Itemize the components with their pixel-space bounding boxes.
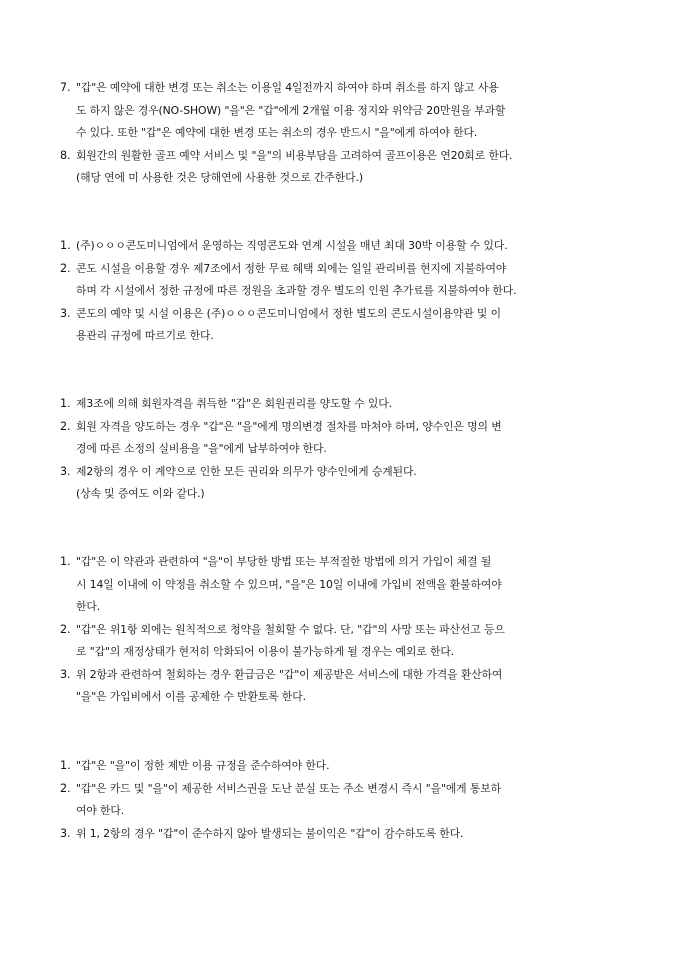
item-number: 1. (60, 239, 71, 252)
list-item (0, 778, 680, 823)
list-item (0, 823, 680, 846)
item-text-line: "갑"은 카드 및 "을"이 제공한 서비스권을 도난 분실 또는 주소 변경시 즉시 "을"에게 통보하 (76, 781, 501, 795)
item-text-line: 위 2항과 관련하여 철회하는 경우 환급금은 "갑"이 제공받은 서비스에 대한 가격을 환산하여 (76, 667, 503, 681)
section-transfer-terms (0, 393, 680, 506)
item-number: 7. (60, 81, 71, 94)
item-number: 2. (60, 622, 71, 636)
item-number: 1. (60, 759, 71, 772)
list-item (0, 619, 680, 664)
item-text-line: 제3조에 의해 회원자격을 취득한 "갑"은 회원권리를 양도할 수 있다. (76, 397, 392, 410)
list-item (0, 393, 680, 416)
list-item (0, 145, 680, 190)
item-number: 8. (60, 148, 71, 162)
list-item (0, 461, 680, 506)
item-text-line: 한다. (76, 600, 101, 613)
section-withdrawal-terms (0, 551, 680, 709)
item-number: 2. (60, 781, 71, 795)
item-text-line: "갑"은 위1항 외에는 원칙적으로 청약을 철회할 수 없다. 단, "갑"의 사망 또는 파산선고 등으 (76, 622, 505, 636)
list-item (0, 755, 680, 778)
item-text-line: 경에 따른 소정의 실비용을 "을"에게 납부하여야 한다. (76, 442, 327, 455)
item-number: 1. (60, 555, 71, 568)
item-text-line: 회원 자격을 양도하는 경우 "갑"은 "을"에게 명의변경 절차를 마쳐야 하며, 양수인은 명의 변 (76, 419, 502, 433)
list-item (0, 416, 680, 461)
item-note: (상속 및 증여도 이와 같다.) (76, 487, 205, 500)
item-text-line: 제2항의 경우 이 계약으로 인한 모든 권리와 의무가 양수인에게 승계된다. (76, 464, 417, 478)
list-item (0, 664, 680, 709)
item-number: 3. (60, 306, 71, 320)
item-text-line: "갑"은 예약에 대한 변경 또는 취소는 이용일 4일전까지 하여야 하며 취소를 하지 않고 사용 (76, 81, 499, 94)
item-text-line: 콘도의 예약 및 시설 이용은 (주)ㅇㅇㅇ콘도미니엄에서 정한 별도의 콘도시설이용약관 및 이 (76, 306, 501, 320)
item-number: 3. (60, 667, 71, 681)
item-number: 2. (60, 419, 71, 433)
item-text-line: 하며 각 시설에서 정한 규정에 따른 정원을 초과할 경우 별도의 인원 추가료를 지불하여야 한다. (76, 284, 517, 297)
item-text-line: 여야 한다. (76, 804, 125, 817)
item-number: 1. (60, 397, 71, 410)
section-condo-terms (0, 235, 680, 348)
item-note: (해당 연에 미 사용한 것은 당해연에 사용한 것으로 간주한다.) (76, 171, 363, 184)
item-text-line: "을"은 가입비에서 이를 공제한 수 반환토록 한다. (76, 690, 306, 703)
list-item (0, 551, 680, 619)
section-reservation-terms (0, 77, 680, 190)
section-obligation-terms (0, 755, 680, 845)
item-text-line: 수 있다. 또한 "갑"은 예약에 대한 변경 또는 취소의 경우 반드시 "을"에게 하여야 한다. (76, 126, 478, 139)
list-item (0, 77, 680, 145)
list-item (0, 235, 680, 258)
item-text-line: 용관리 규정에 따르기로 한다. (76, 329, 214, 342)
item-number: 2. (60, 261, 71, 275)
item-text-line: 도 하지 않은 경우(NO-SHOW) "을"은 "갑"에게 2개월 이용 정지와 위약금 20만원을 부과할 (76, 103, 506, 117)
item-text-line: 회원간의 원활한 골프 예약 서비스 및 "을"의 비용부담을 고려하여 골프이용은 연20회로 한다. (76, 148, 513, 162)
item-number: 3. (60, 464, 71, 478)
item-text-line: 로 "갑"의 재정상태가 현저히 악화되어 이용이 불가능하게 될 경우는 예외로 한다. (76, 645, 455, 658)
item-text-line: "갑"은 이 약관과 관련하여 "을"이 부당한 방법 또는 부적절한 방법에 의거 가입이 체결 될 (76, 555, 492, 568)
item-text-line: 위 1, 2항의 경우 "갑"이 준수하지 않아 발생되는 불이익은 "갑"이 감수하도록 한다. (76, 826, 464, 840)
list-item (0, 303, 680, 348)
list-item (0, 258, 680, 303)
item-text-line: "갑"은 "을"이 정한 제반 이용 규정을 준수하여야 한다. (76, 759, 330, 772)
item-text-line: (주)ㅇㅇㅇ콘도미니엄에서 운영하는 직영콘도와 연계 시설을 매년 최대 30박 이용할 수 있다. (76, 239, 508, 252)
item-text-line: 시 14일 이내에 이 약정을 취소할 수 있으며, "을"은 10일 이내에 가입비 전액을 환불하여야 (76, 577, 502, 591)
item-number: 3. (60, 826, 71, 840)
item-text-line: 콘도 시설을 이용할 경우 제7조에서 정한 무료 혜택 외에는 일일 관리비를 현지에 지불하여야 (76, 261, 507, 275)
